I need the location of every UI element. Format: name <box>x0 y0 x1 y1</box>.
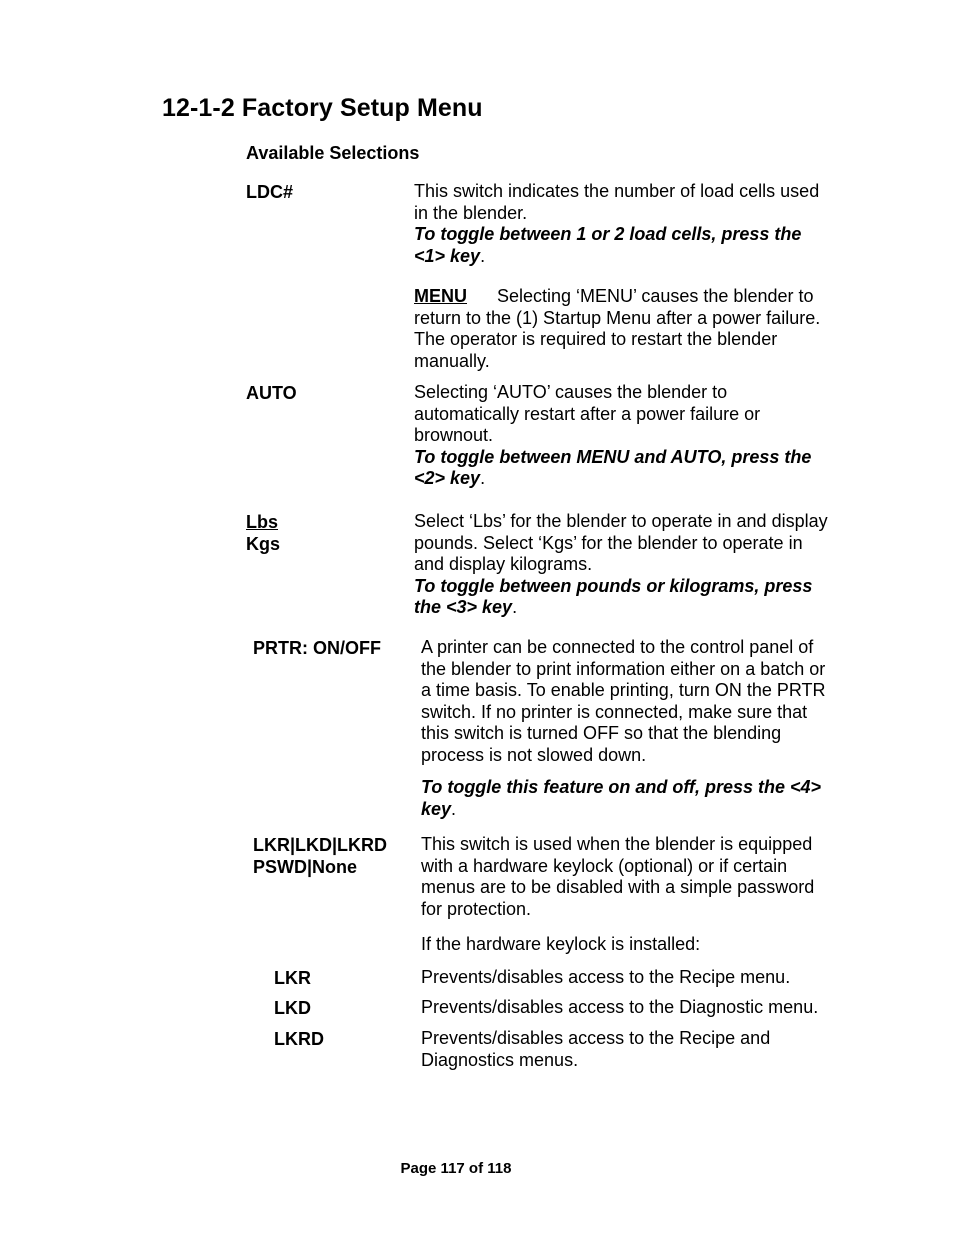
section-subtitle: Available Selections <box>246 143 420 163</box>
prtr-toggle-instruction: To toggle this feature on and off, press the <4> key <box>421 777 822 819</box>
kgs-label: Kgs <box>246 534 281 554</box>
lbs-label: Lbs <box>246 512 279 532</box>
keylock-intro: If the hardware keylock is installed: <box>421 934 701 954</box>
units-text: Select ‘Lbs’ for the blender to operate in and display pounds. Select ‘Kgs’ for the blender to operate in and display kilograms. <box>414 511 828 575</box>
lock-label-line2: PSWD|None <box>253 857 358 877</box>
menu-description <box>414 285 834 372</box>
lkr-description: Prevents/disables access to the Recipe menu. <box>421 967 791 987</box>
ldc-description <box>414 181 834 267</box>
prtr-description: A printer can be connected to the control panel of the blender to print information either on a batch or a time basis. To enable printing, turn ON the PRTR switch. If no printer is connected, make sure that this switch is turned OFF so that the blending process is not slowed down. <box>421 637 826 765</box>
prtr-toggle-period: . <box>451 798 457 819</box>
lkd-description: Prevents/disables access to the Diagnostic menu. <box>421 997 819 1017</box>
units-toggle-instruction: To toggle between pounds or kilograms, press the <3> key <box>414 575 813 618</box>
ldc-toggle-instruction: To toggle between 1 or 2 load cells, press the <1> key <box>414 224 802 266</box>
auto-toggle-period: . <box>480 468 486 489</box>
lkr-label: LKR <box>274 968 311 988</box>
units-toggle-period: . <box>512 597 518 618</box>
auto-toggle-instruction: To toggle between MENU and AUTO, press the <2> key <box>414 446 812 489</box>
ldc-label: LDC# <box>246 182 294 202</box>
ldc-toggle-period: . <box>480 245 486 266</box>
lkrd-description: Prevents/disables access to the Recipe and Diagnostics menus. <box>421 1028 771 1070</box>
units-label <box>246 511 280 555</box>
lock-description: This switch is used when the blender is equipped with a hardware keylock (optional) or if certain menus are to be disabled with a simple password for protection. <box>421 834 815 919</box>
lock-label <box>253 834 387 878</box>
page-footer: Page 117 of 118 <box>400 1160 512 1177</box>
ldc-text: This switch indicates the number of load cells used in the blender. <box>414 181 820 223</box>
units-description <box>414 511 834 619</box>
lkrd-label: LKRD <box>274 1029 324 1049</box>
lkd-label: LKD <box>274 998 311 1018</box>
auto-text: Selecting ‘AUTO’ causes the blender to automatically restart after a power failure or brownout. <box>414 382 761 446</box>
menu-text: Selecting ‘MENU’ causes the blender to return to the (1) Startup Menu after a power failure. The operator is required to restart the blender manually. <box>414 286 821 371</box>
auto-description <box>414 382 834 490</box>
prtr-toggle <box>421 777 837 820</box>
lock-label-line1: LKR|LKD|LKRD <box>253 835 388 855</box>
auto-label: AUTO <box>246 383 297 403</box>
menu-label: MENU <box>414 286 467 306</box>
prtr-label: PRTR: ON/OFF <box>253 638 381 658</box>
page-title: 12-1-2 Factory Setup Menu <box>162 94 483 122</box>
